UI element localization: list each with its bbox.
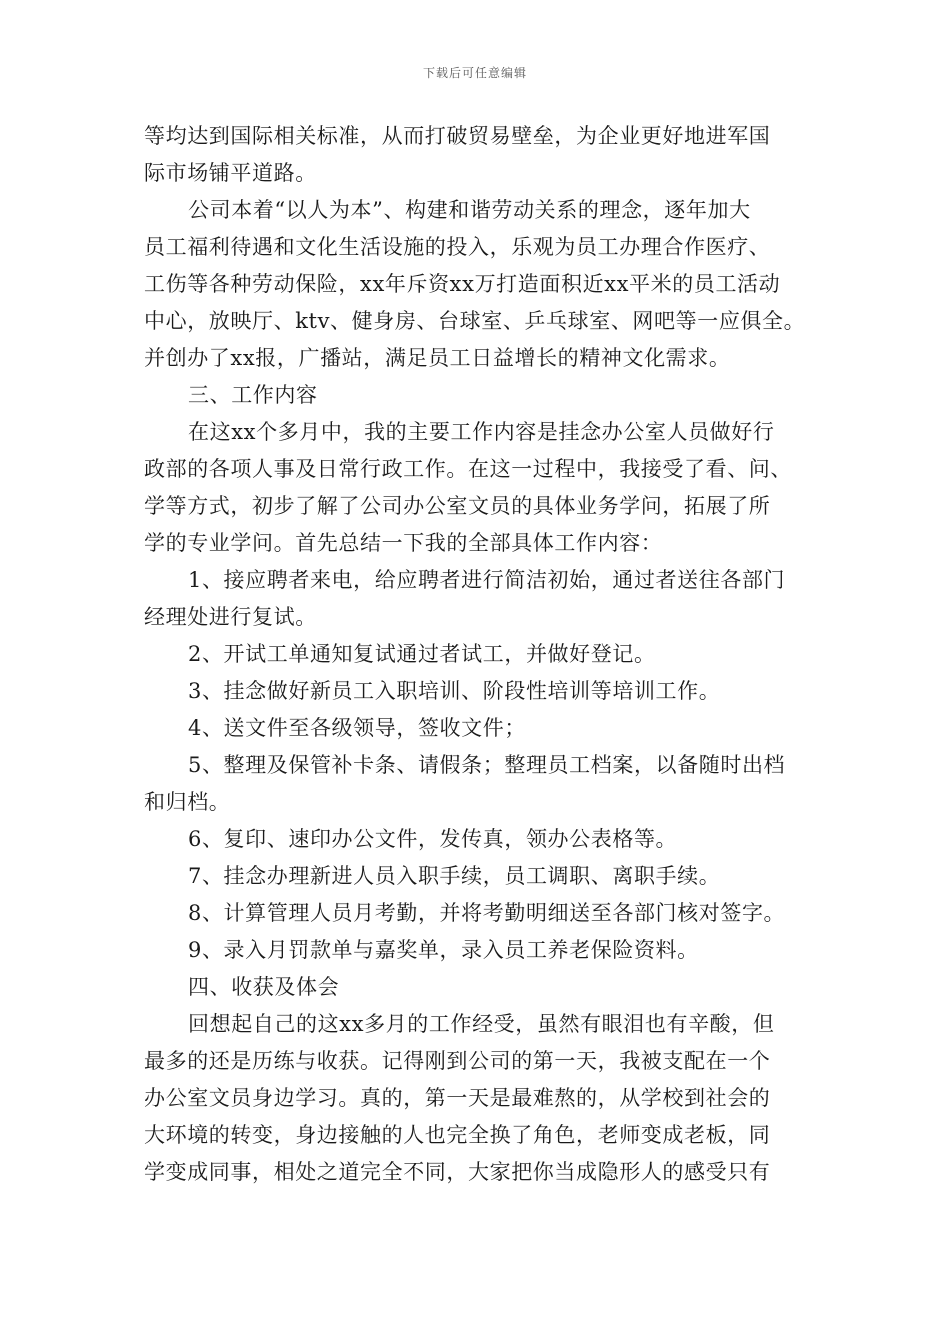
text-line: 等均达到国际相关标准，从而打破贸易壁垒，为企业更好地进军国 [144,124,771,148]
text-line: 经理处进行复试。 [144,605,317,629]
text-line: 学变成同事，相处之道完全不同，大家把你当成隐形人的感受只有 [144,1160,771,1184]
text-line: 公司本着“以人为本”、构建和谐劳动关系的理念，逐年加大 [188,198,751,222]
text-line: 3、挂念做好新员工入职培训、阶段性培训等培训工作。 [188,679,721,703]
document-body [144,118,806,1191]
text-line: 工伤等各种劳动保险，xx年斥资xx万打造面积近xx平米的员工活动 [144,272,781,296]
text-line: 在这xx个多月中，我的主要工作内容是挂念办公室人员做好行 [188,420,775,444]
text-line: 四、收获及体会 [188,975,340,999]
text-line: 回想起自己的这xx多月的工作经受，虽然有眼泪也有辛酸，但 [188,1012,775,1036]
text-line: 和归档。 [144,790,231,814]
text-line: 1、接应聘者来电，给应聘者进行简洁初始，通过者送往各部门 [188,568,786,592]
text-line: 办公室文员身边学习。真的，第一天是最难熬的，从学校到社会的 [144,1086,771,1110]
text-line: 员工福利待遇和文化生活设施的投入，乐观为员工办理合作医疗、 [144,235,771,259]
text-line: 5、整理及保管补卡条、请假条；整理员工档案，以备随时出档 [188,753,786,777]
text-line: 大环境的转变，身边接触的人也完全换了角色，老师变成老板，同 [144,1123,771,1147]
text-line: 4、送文件至各级领导，签收文件； [188,716,526,740]
text-line: 9、录入月罚款单与嘉奖单，录入员工养老保险资料。 [188,938,699,962]
text-line: 学的专业学问。首先总结一下我的全部具体工作内容： [144,531,663,555]
text-line: 8、计算管理人员月考勤，并将考勤明细送至各部门核对签字。 [188,901,786,925]
text-line: 学等方式，初步了解了公司办公室文员的具体业务学问，拓展了所 [144,494,771,518]
text-line: 际市场铺平道路。 [144,161,317,185]
text-line: 7、挂念办理新进人员入职手续，员工调职、离职手续。 [188,864,721,888]
page-header: 下载后可任意编辑 [422,66,527,80]
text-line: 三、工作内容 [188,383,318,407]
text-line: 并创办了xx报，广播站，满足员工日益增长的精神文化需求。 [144,346,731,370]
text-line: 政部的各项人事及日常行政工作。在这一过程中，我接受了看、问、 [144,457,792,481]
text-line: 2、开试工单通知复试通过者试工，并做好登记。 [188,642,656,666]
text-line: 中心，放映厅、ktv、健身房、台球室、乒乓球室、网吧等一应俱全。 [144,309,806,333]
text-line: 6、复印、速印办公文件，发传真，领办公表格等。 [188,827,678,851]
text-line: 最多的还是历练与收获。记得刚到公司的第一天，我被支配在一个 [144,1049,771,1073]
